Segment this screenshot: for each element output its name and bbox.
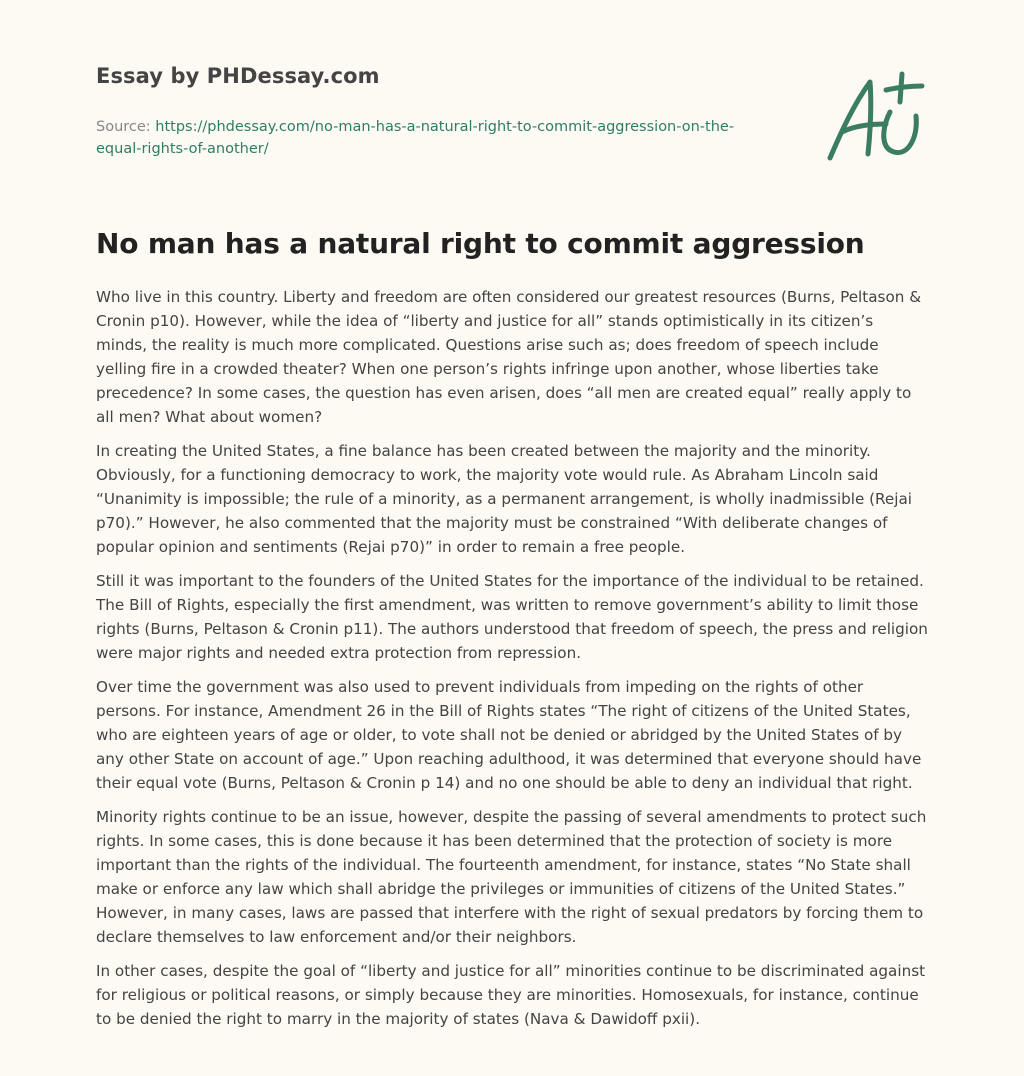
page-header <box>96 64 776 160</box>
a-plus-logo-icon <box>820 68 930 168</box>
paragraph: In other cases, despite the goal of “liberty and justice for all” minorities continue to be discriminated against for religious or political reasons, or simply because they are minorities. Homosexuals, for instance, continue to be denied the right to marry in the majority of states (Nava & Dawidoff pxii). <box>96 962 926 1028</box>
paragraph: In creating the United States, a fine balance has been created between the majority and the minority. Obviously, for a functioning democracy to work, the majority vote would rule. As Abraham Lincoln said “Unanimity is impossible; the rule of a minority, as a permanent arrangement, is wholly inadmissible (Rejai p70).” However, he also commented that the majority must be constrained “With deliberate changes of popular opinion and sentiments (Rejai p70)” in order to remain a free people. <box>96 442 913 556</box>
paragraph: Still it was important to the founders of the United States for the importance of the individual to be retained. The Bill of Rights, especially the first amendment, was written to remove government’s ability to limit those rights (Burns, Peltason & Cronin p11). The authors understood that freedom of speech, the press and religion were major rights and needed extra protection from repression. <box>96 572 928 662</box>
paragraph: Over time the government was also used to prevent individuals from impeding on the rights of other persons. For instance, Amendment 26 in the Bill of Rights states “The right of citizens of the United States, who are eighteen years of age or older, to vote shall not be denied or abridged by the United States of by any other State on account of age.” Upon reaching adulthood, it was determined that everyone should have their equal vote (Burns, Peltason & Cronin p 14) and no one should be able to deny an individual that right. <box>96 678 922 792</box>
site-brand: Essay by PHDessay.com <box>96 64 380 88</box>
article-body <box>96 285 928 1041</box>
article-title: No man has a natural right to commit aggression <box>96 227 865 260</box>
source-label: Source: <box>96 119 156 135</box>
source-link[interactable]: https://phdessay.com/no-man-has-a-natural-right-to-commit-aggression-on-the-equal-rights-of-another/ <box>96 119 735 157</box>
paragraph: Who live in this country. Liberty and freedom are often considered our greatest resources (Burns, Peltason & Cronin p10). However, while the idea of “liberty and justice for all” stands optimistically in its citizen’s minds, the reality is much more complicated. Questions arise such as; does freedom of speech include yelling fire in a crowded theater? When one person’s rights infringe upon another, whose liberties take precedence? In some cases, the question has even arisen, does “all men are created equal” really apply to all men? What about women? <box>96 288 922 426</box>
paragraph: Minority rights continue to be an issue, however, despite the passing of several amendments to protect such rights. In some cases, this is done because it has been determined that the protection of society is more important than the rights of the individual. The fourteenth amendment, for instance, states “No State shall make or enforce any law which shall abridge the privileges or immunities of citizens of the United States.” However, in many cases, laws are passed that interfere with the right of sexual predators by forcing them to declare themselves to law enforcement and/or their neighbors. <box>96 808 927 946</box>
source-line <box>96 116 776 160</box>
